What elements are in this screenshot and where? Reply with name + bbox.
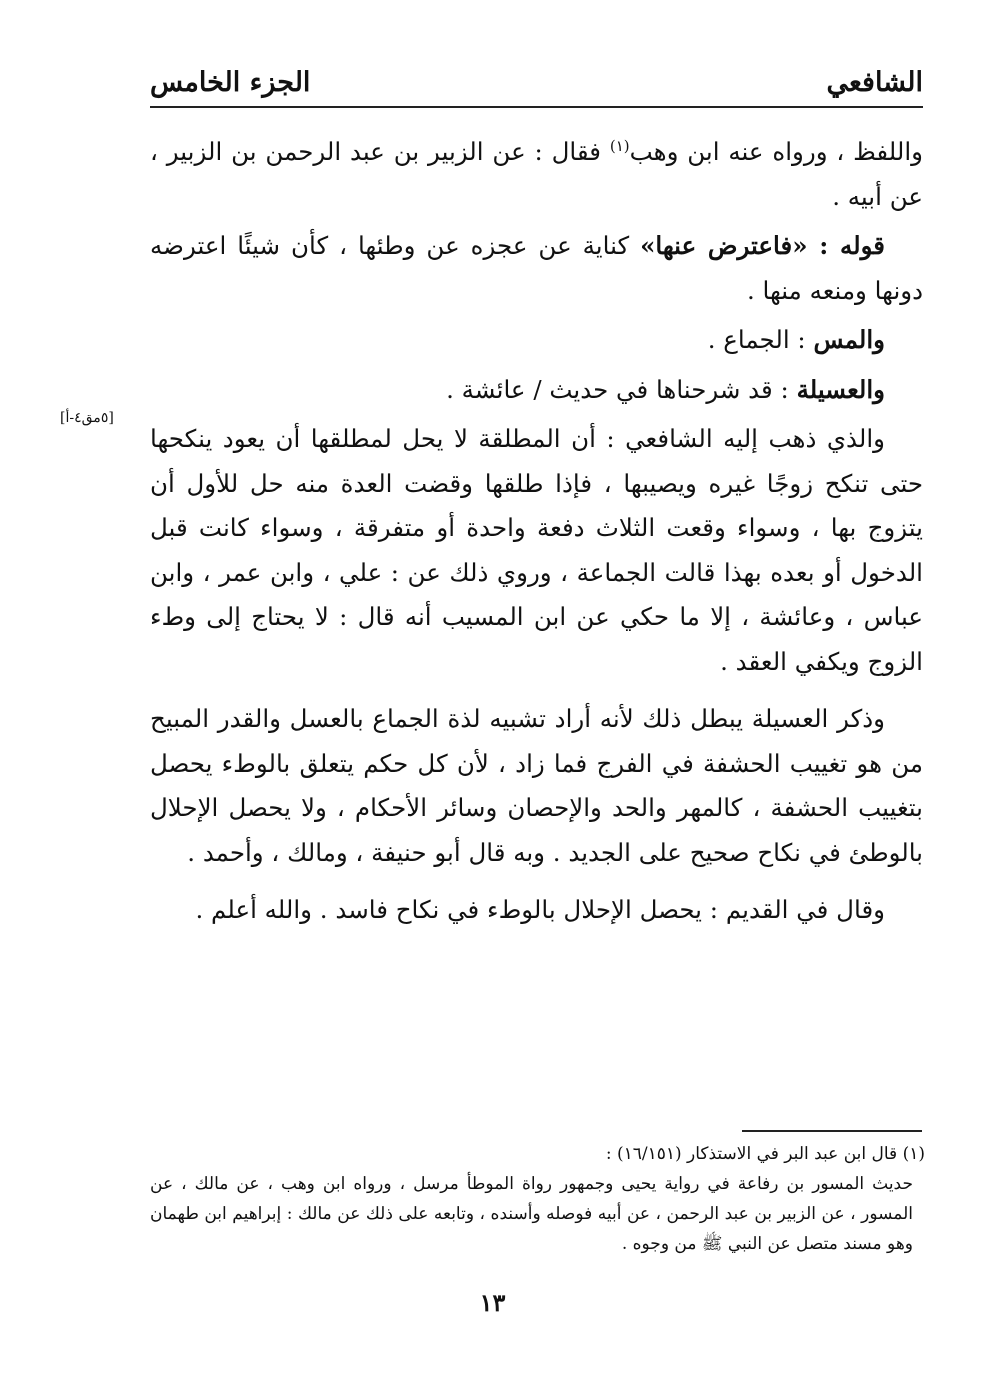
footnote-1-heading: (١) قال ابن عبد البر في الاستذكار (١٦/١٥١) : [605, 1144, 925, 1164]
header-volume-label: الجزء الخامس [150, 67, 311, 98]
paragraph-3 [150, 318, 923, 363]
page-number: ١٣ [479, 1288, 506, 1317]
paragraph-4-lead: والعسيلة [796, 374, 885, 404]
paragraph-7: وقال في القديم : يحصل الإحلال بالوطء في نكاح فاسد . والله أعلم . [195, 895, 885, 924]
paragraph-4-text: : قد شرحناها في حديث / عائشة . [446, 374, 797, 404]
paragraph-3-text: : الجماع . [707, 325, 814, 354]
paragraph-6: وذكر العسيلة يبطل ذلك لأنه أراد تشبيه لذة الجماع بالعسل والقدر المبيح من هو تغييب الحشفة في الفرج فما زاد ، لأن كل حكم يتعلق بالوطء يحصل بتغييب الحشفة ، كالمهر والحد والإحصان وسائر الأحكام ، ولا يحصل الإحلال بالوطئ في نكاح صحيح على الجديد . وبه قال أبو حنيفة ، ومالك ، وأحمد . [150, 704, 923, 867]
paragraph-3-lead: والمس [813, 325, 885, 354]
running-header [150, 52, 923, 108]
paragraph-1-text-a: واللفظ ، ورواه عنه ابن وهب [629, 137, 923, 166]
paragraph-2-text: كناية عن عجزه عن وطئها ، كأن شيئًا اعترضه دونها ومنعه منها . [150, 231, 923, 305]
paragraph-1-text-b: فقال : عن الزبير بن عبد الرحمن بن الزبير ، عن أبيه . [150, 137, 923, 211]
paragraph-1 [150, 130, 923, 219]
manuscript-folio-marker: [٥مق٤-أ] [60, 410, 114, 426]
header-book-title: الشافعي [826, 67, 923, 98]
footnotes [150, 1139, 925, 1259]
paragraph-2-lead: قوله : «فاعترض عنها» [640, 231, 885, 260]
paragraph-5: والذي ذهب إليه الشافعي : أن المطلقة لا يحل لمطلقها أن يعود ينكحها حتى تنكح زوجًا غيره ويصيبها ، فإذا طلقها وقضت العدة منه حل للأول أن يتزوج بها ، وسواء وقعت الثلاث دفعة واحدة أو متفرقة ، وسواء كانت قبل الدخول أو بعده بهذا قالت الجماعة ، وروي ذلك عن : علي ، وابن عمر ، وابن عباس ، وعائشة ، إلا ما حكي عن ابن المسيب أنه قال : لا يحتاج إلى وطء الزوج ويكفي العقد . [150, 424, 923, 676]
footnote-separator [742, 1130, 922, 1132]
footnote-ref-1[interactable]: (١) [609, 136, 630, 155]
footnote-1-body: حديث المسور بن رفاعة في رواية يحيى وجمهور رواة الموطأ مرسل ، ورواه ابن وهب ، عن مالك ، عن المسور ، عن الزبير بن عبد الرحمن ، عن أبيه فوصله وأسنده ، وتابعه على ذلك عن مالك : إبراهيم ابن طهمان وهو مسند متصل عن النبي ﷺ من وجوه . [150, 1174, 913, 1254]
paragraph-2 [150, 224, 923, 313]
paragraph-4 [150, 368, 923, 413]
main-text [150, 130, 923, 946]
